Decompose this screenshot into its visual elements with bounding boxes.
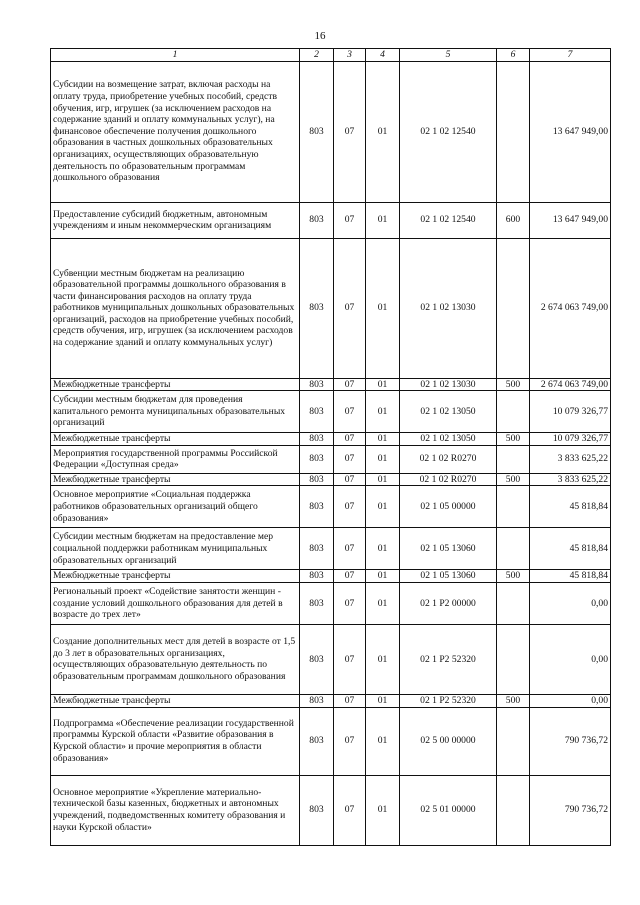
table-row	[51, 378, 611, 391]
row-amount: 13 647 949,00	[530, 61, 611, 202]
row-section-code: 07	[334, 570, 366, 583]
row-target-article: 02 1 05 13060	[400, 570, 497, 583]
row-section-code: 07	[334, 694, 366, 707]
table-row	[51, 570, 611, 583]
row-amount: 3 833 625,22	[530, 473, 611, 486]
row-section-code: 07	[334, 378, 366, 391]
row-section-code: 07	[334, 433, 366, 446]
row-subsection-code: 01	[366, 473, 400, 486]
row-ministry-code: 803	[300, 238, 334, 378]
row-ministry-code: 803	[300, 582, 334, 624]
row-target-article: 02 5 01 00000	[400, 775, 497, 845]
row-ministry-code: 803	[300, 445, 334, 473]
row-section-code: 07	[334, 624, 366, 694]
table-row	[51, 582, 611, 624]
row-ministry-code: 803	[300, 378, 334, 391]
row-expense-type	[497, 775, 530, 845]
table-row	[51, 528, 611, 570]
row-expense-type	[497, 238, 530, 378]
row-amount: 45 818,84	[530, 570, 611, 583]
row-amount: 0,00	[530, 694, 611, 707]
row-ministry-code: 803	[300, 624, 334, 694]
table-row	[51, 707, 611, 775]
header-col-1: 1	[51, 49, 300, 62]
row-name: Субсидии местным бюджетам на предоставление мер социальной поддержки работникам муниципальных образовательных организаций	[51, 528, 300, 570]
row-ministry-code: 803	[300, 775, 334, 845]
row-name: Мероприятия государственной программы Российской Федерации «Доступная среда»	[51, 445, 300, 473]
row-target-article: 02 1 P2 52320	[400, 694, 497, 707]
row-target-article: 02 5 00 00000	[400, 707, 497, 775]
row-target-article: 02 1 02 13050	[400, 433, 497, 446]
row-name: Субсидии местным бюджетам для проведения капитального ремонта муниципальных образовательных организаций	[51, 391, 300, 433]
row-expense-type	[497, 486, 530, 528]
row-ministry-code: 803	[300, 528, 334, 570]
row-name: Межбюджетные трансферты	[51, 694, 300, 707]
row-ministry-code: 803	[300, 473, 334, 486]
row-amount: 790 736,72	[530, 707, 611, 775]
row-subsection-code: 01	[366, 445, 400, 473]
row-target-article: 02 1 02 12540	[400, 202, 497, 238]
table-row	[51, 445, 611, 473]
row-section-code: 07	[334, 238, 366, 378]
row-ministry-code: 803	[300, 391, 334, 433]
table-row	[51, 61, 611, 202]
row-expense-type: 500	[497, 433, 530, 446]
row-section-code: 07	[334, 473, 366, 486]
row-subsection-code: 01	[366, 391, 400, 433]
row-name: Субвенции местным бюджетам на реализацию образовательной программы дошкольного образования в части финансирования расходов на оплату труда работников муниципальных дошкольных образовательных организаций, расходов на приобретение учебных пособий, средств обучения, игр, игрушек (за исключением расходов на содержание зданий и оплату коммунальных услуг)	[51, 238, 300, 378]
row-amount: 13 647 949,00	[530, 202, 611, 238]
row-subsection-code: 01	[366, 694, 400, 707]
row-expense-type: 600	[497, 202, 530, 238]
header-col-4: 4	[366, 49, 400, 62]
row-target-article: 02 1 02 13030	[400, 238, 497, 378]
row-name: Межбюджетные трансферты	[51, 570, 300, 583]
row-section-code: 07	[334, 528, 366, 570]
header-col-2: 2	[300, 49, 334, 62]
row-amount: 3 833 625,22	[530, 445, 611, 473]
table-row	[51, 391, 611, 433]
row-ministry-code: 803	[300, 707, 334, 775]
row-target-article: 02 1 P2 00000	[400, 582, 497, 624]
table-row	[51, 202, 611, 238]
row-expense-type: 500	[497, 570, 530, 583]
row-expense-type: 500	[497, 694, 530, 707]
row-ministry-code: 803	[300, 433, 334, 446]
row-target-article: 02 1 02 12540	[400, 61, 497, 202]
row-amount: 0,00	[530, 582, 611, 624]
row-subsection-code: 01	[366, 433, 400, 446]
row-section-code: 07	[334, 486, 366, 528]
row-target-article: 02 1 02 13030	[400, 378, 497, 391]
row-amount: 45 818,84	[530, 486, 611, 528]
row-amount: 0,00	[530, 624, 611, 694]
row-amount: 10 079 326,77	[530, 391, 611, 433]
row-subsection-code: 01	[366, 238, 400, 378]
row-target-article: 02 1 02 R0270	[400, 445, 497, 473]
row-target-article: 02 1 02 13050	[400, 391, 497, 433]
table-row	[51, 433, 611, 446]
table-row	[51, 238, 611, 378]
row-subsection-code: 01	[366, 486, 400, 528]
row-expense-type	[497, 707, 530, 775]
row-ministry-code: 803	[300, 694, 334, 707]
row-section-code: 07	[334, 445, 366, 473]
header-col-7: 7	[530, 49, 611, 62]
row-ministry-code: 803	[300, 570, 334, 583]
row-expense-type	[497, 624, 530, 694]
row-name: Создание дополнительных мест для детей в возрасте от 1,5 до 3 лет в образовательных организациях, осуществляющих образовательную деятельность по образовательным программам дошкольного образования	[51, 624, 300, 694]
header-col-3: 3	[334, 49, 366, 62]
header-col-5: 5	[400, 49, 497, 62]
row-amount: 10 079 326,77	[530, 433, 611, 446]
row-expense-type	[497, 528, 530, 570]
row-expense-type: 500	[497, 473, 530, 486]
row-expense-type	[497, 391, 530, 433]
row-section-code: 07	[334, 775, 366, 845]
row-amount: 2 674 063 749,00	[530, 378, 611, 391]
row-target-article: 02 1 02 R0270	[400, 473, 497, 486]
budget-table	[50, 48, 611, 846]
row-target-article: 02 1 05 13060	[400, 528, 497, 570]
page-number: 16	[314, 30, 326, 42]
table-header-row	[51, 49, 611, 62]
row-subsection-code: 01	[366, 202, 400, 238]
row-name: Региональный проект «Содействие занятости женщин - создание условий дошкольного образования для детей в возрасте до трех лет»	[51, 582, 300, 624]
row-subsection-code: 01	[366, 775, 400, 845]
row-subsection-code: 01	[366, 378, 400, 391]
row-subsection-code: 01	[366, 582, 400, 624]
row-subsection-code: 01	[366, 624, 400, 694]
row-name: Подпрограмма «Обеспечение реализации государственной программы Курской области «Развитие образования в Курской области» и прочие мероприятия в области образования»	[51, 707, 300, 775]
row-name: Основное мероприятие «Социальная поддержка работников образовательных организаций общего образования»	[51, 486, 300, 528]
row-name: Основное мероприятие «Укрепление материально-технической базы казенных, бюджетных и автономных учреждений, подведомственных комитету образования и науки Курской области»	[51, 775, 300, 845]
row-name: Предоставление субсидий бюджетным, автономным учреждениям и иным некоммерческим организациям	[51, 202, 300, 238]
row-expense-type	[497, 61, 530, 202]
row-target-article: 02 1 P2 52320	[400, 624, 497, 694]
table-row	[51, 775, 611, 845]
table-row	[51, 624, 611, 694]
row-section-code: 07	[334, 202, 366, 238]
row-subsection-code: 01	[366, 707, 400, 775]
row-ministry-code: 803	[300, 61, 334, 202]
row-section-code: 07	[334, 707, 366, 775]
row-section-code: 07	[334, 61, 366, 202]
table-row	[51, 694, 611, 707]
row-subsection-code: 01	[366, 570, 400, 583]
row-name: Межбюджетные трансферты	[51, 473, 300, 486]
row-name: Субсидии на возмещение затрат, включая расходы на оплату труда, приобретение учебных пособий, средств обучения, игр, игрушек (за исключением расходов на содержание зданий и оплату коммунальных услуг), на финансовое обеспечение получения дошкольного образования в частных дошкольных образовательных организациях, осуществляющих образовательную деятельность по образовательным программам дошкольного образования	[51, 61, 300, 202]
table-row	[51, 473, 611, 486]
row-expense-type	[497, 582, 530, 624]
row-name: Межбюджетные трансферты	[51, 378, 300, 391]
row-amount: 2 674 063 749,00	[530, 238, 611, 378]
header-col-6: 6	[497, 49, 530, 62]
table-row	[51, 486, 611, 528]
row-amount: 790 736,72	[530, 775, 611, 845]
row-section-code: 07	[334, 582, 366, 624]
row-name: Межбюджетные трансферты	[51, 433, 300, 446]
row-amount: 45 818,84	[530, 528, 611, 570]
row-section-code: 07	[334, 391, 366, 433]
row-expense-type	[497, 445, 530, 473]
row-target-article: 02 1 05 00000	[400, 486, 497, 528]
row-subsection-code: 01	[366, 61, 400, 202]
row-ministry-code: 803	[300, 202, 334, 238]
row-subsection-code: 01	[366, 528, 400, 570]
row-expense-type: 500	[497, 378, 530, 391]
row-ministry-code: 803	[300, 486, 334, 528]
